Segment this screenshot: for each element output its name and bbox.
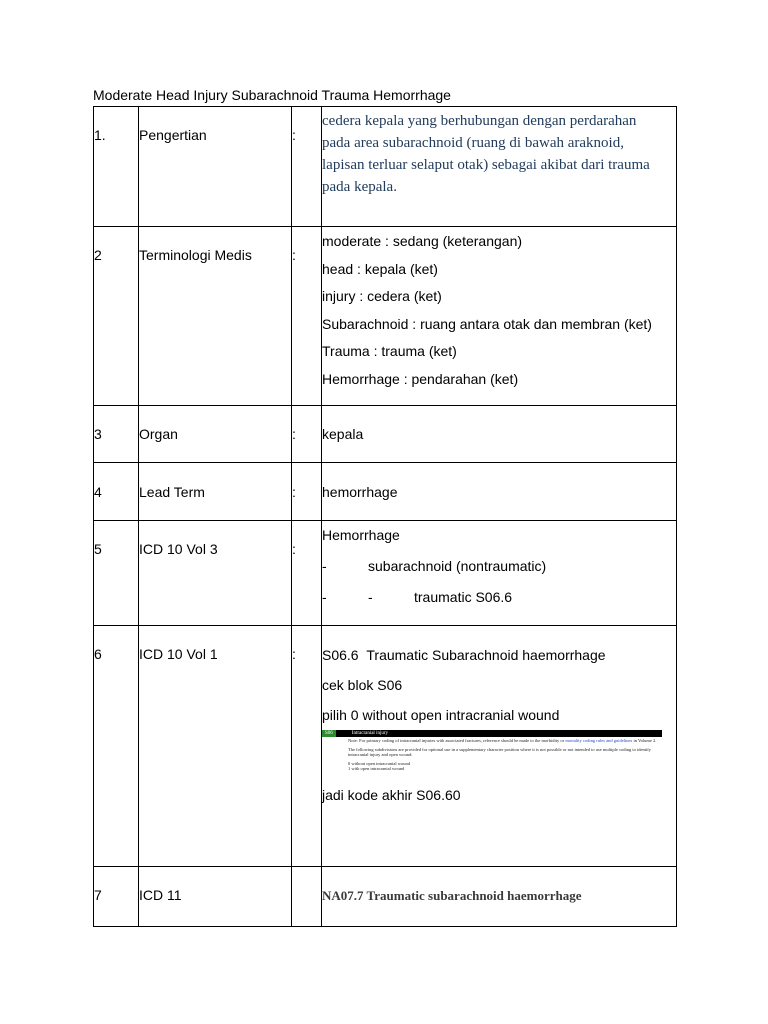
ref-title: Intracranial injury xyxy=(351,731,389,736)
definition-line: pada area subarachnoid (ruang di bawah araknoid, xyxy=(322,135,624,151)
row-value: hemorrhage xyxy=(322,463,677,521)
row-label: Pengertian xyxy=(139,107,292,227)
row-label: Terminologi Medis xyxy=(139,247,252,263)
icd-code-line: S06.6 Traumatic Subarachnoid haemorrhage xyxy=(322,647,606,663)
table-row xyxy=(94,463,677,521)
row-label: ICD 10 Vol 1 xyxy=(139,646,218,662)
term-line: Trauma : trauma (ket) xyxy=(322,343,457,360)
row-number: 7 xyxy=(94,887,102,903)
final-code-line: jadi kode akhir S06.60 xyxy=(322,787,461,803)
document-title: Moderate Head Injury Subarachnoid Trauma Hemorrhage xyxy=(93,87,451,103)
definition-line: pada kepala. xyxy=(322,179,397,195)
row-number: 3 xyxy=(94,406,139,463)
term-line: injury : cedera (ket) xyxy=(322,288,442,305)
term-line: Subarachnoid : ruang antara otak dan membran (ket) xyxy=(322,315,652,332)
row-number: 1. xyxy=(94,107,139,227)
row-value: kepala xyxy=(322,406,677,463)
table-row xyxy=(94,867,677,927)
term-line: moderate : sedang (keterangan) xyxy=(322,233,523,249)
row-colon: : xyxy=(292,541,296,557)
term-line: head : kepala (ket) xyxy=(322,260,438,277)
icd-reference-excerpt: S06 Intracranial injury Note: For primary coding of intracranial injuries with associated fractures, reference should be made to the morbidity or mortality coding rules and guidelines in Volume 2. The following subdivisions are provided for optional use in a supplementary character position where it is not possible or not intended to use multiple coding to identify intracranial injury and open wound: 0 without open intracranial wound 1 with open intracranial wound xyxy=(322,730,662,776)
index-subterm: - - traumatic S06.6 xyxy=(322,589,513,605)
row-label: ICD 10 Vol 3 xyxy=(139,541,218,557)
table-row xyxy=(94,107,677,227)
row-colon: : xyxy=(292,646,296,662)
row-label: Organ xyxy=(139,406,292,463)
instruction-line: cek blok S06 xyxy=(322,677,403,693)
row-colon: : xyxy=(292,463,322,521)
row-number: 6 xyxy=(94,646,102,662)
info-table xyxy=(93,106,677,927)
term-line: Hemorrhage : pendarahan (ket) xyxy=(322,370,519,387)
row-colon: : xyxy=(292,406,322,463)
ref-code: S06 xyxy=(322,730,336,737)
row-value xyxy=(322,107,677,227)
definition-line: cedera kepala yang berhubungan dengan perdarahan xyxy=(322,113,637,129)
row-number: 4 xyxy=(94,463,139,521)
row-colon: : xyxy=(292,247,296,263)
row-colon: : xyxy=(292,107,322,227)
table-row xyxy=(94,227,677,406)
row-label: ICD 11 xyxy=(139,887,182,903)
icd11-code: NA07.7 Traumatic subarachnoid haemorrhage xyxy=(322,888,582,903)
row-number: 2 xyxy=(94,247,102,263)
table-row xyxy=(94,521,677,626)
ref-link[interactable]: mortality coding rules and guidelines xyxy=(565,738,633,743)
index-heading: Hemorrhage xyxy=(322,527,400,543)
index-subterm: - subarachnoid (nontraumatic) xyxy=(322,558,547,574)
table-row xyxy=(94,406,677,463)
instruction-line: pilih 0 without open intracranial wound xyxy=(322,707,560,723)
definition-line: lapisan terluar selaput otak) sebagai akibat dari trauma xyxy=(322,157,650,173)
row-number: 5 xyxy=(94,541,102,557)
table-row xyxy=(94,626,677,867)
row-label: Lead Term xyxy=(139,463,292,521)
